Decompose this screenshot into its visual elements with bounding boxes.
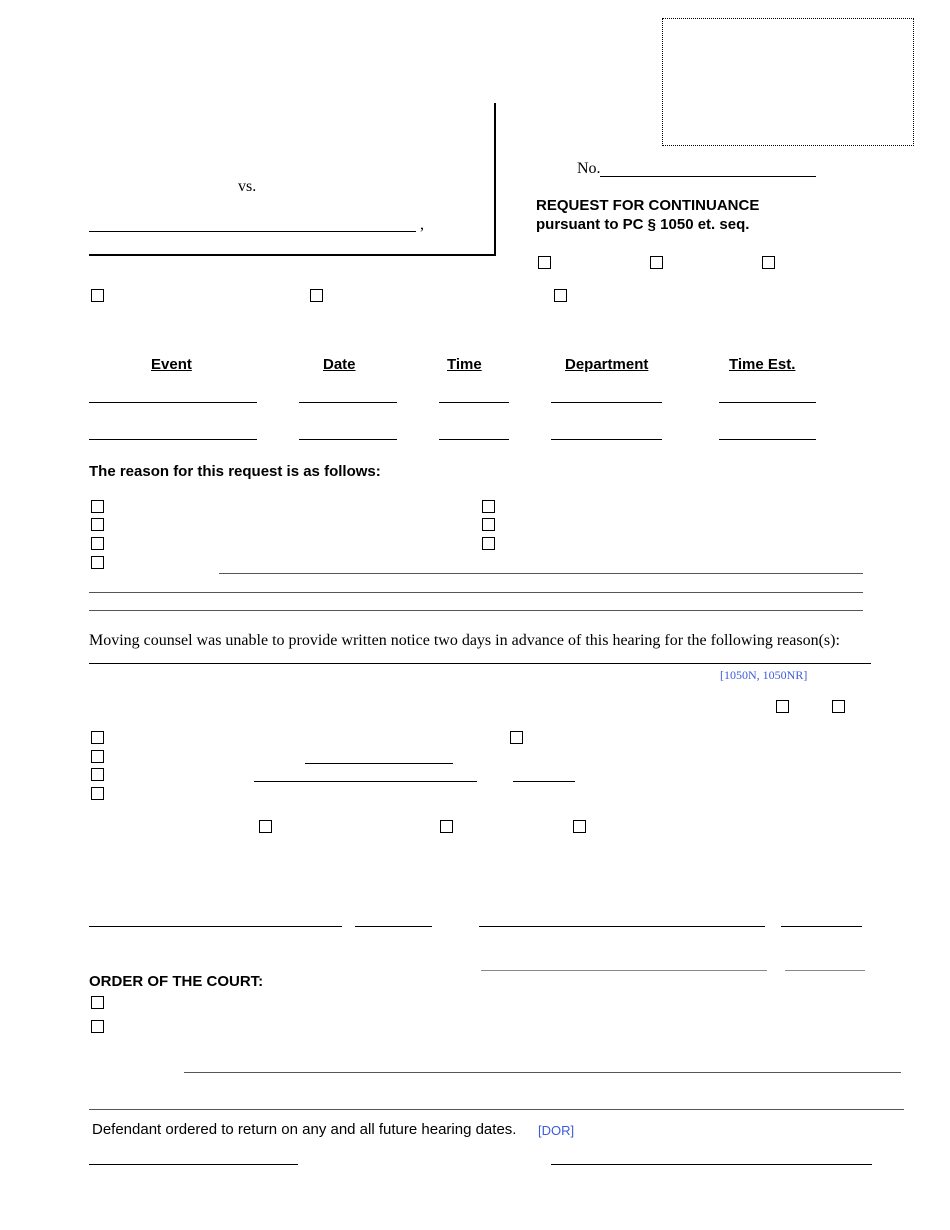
case-number-label: No. (577, 160, 601, 177)
notice-reason-checkbox-2[interactable] (91, 750, 104, 763)
opposing-date-line[interactable] (781, 926, 862, 927)
notice-option-checkbox-2[interactable] (440, 820, 453, 833)
moving-party-checkbox-2[interactable] (310, 289, 323, 302)
return-order-code: [DOR] (538, 1123, 575, 1138)
header-event: Event (151, 356, 192, 373)
moving-party-checkbox-1[interactable] (91, 289, 104, 302)
case-number-line[interactable] (600, 176, 816, 177)
event-field-1[interactable] (89, 402, 257, 403)
header-department: Department (565, 356, 649, 373)
header-time: Time (447, 356, 482, 373)
reason-checkbox-4[interactable] (91, 556, 104, 569)
date-field-2[interactable] (299, 439, 397, 440)
order-text-line-2[interactable] (89, 1109, 904, 1110)
notice-reason-checkbox-4[interactable] (91, 787, 104, 800)
counsel-date-line[interactable] (355, 926, 432, 927)
notice-reason-checkbox-1[interactable] (91, 731, 104, 744)
opposing-signature-line[interactable] (479, 926, 765, 927)
form-title: REQUEST FOR CONTINUANCE (536, 197, 760, 214)
notice-field-2[interactable] (254, 781, 477, 782)
order-checkbox-2[interactable] (91, 1020, 104, 1033)
counsel-signature-line[interactable] (89, 926, 342, 927)
notice-code: [1050N, 1050NR] (720, 668, 808, 682)
notice-field-1[interactable] (305, 763, 453, 764)
date-field-1[interactable] (299, 402, 397, 403)
department-field-2[interactable] (551, 439, 662, 440)
caption-bottom-divider (89, 254, 495, 256)
party-checkbox-2[interactable] (650, 256, 663, 269)
header-time-est: Time Est. (729, 356, 796, 373)
event-field-2[interactable] (89, 439, 257, 440)
department-field-1[interactable] (551, 402, 662, 403)
notice-statement: Moving counsel was unable to provide written notice two days in advance of this hearing for the following reason(s): (89, 632, 840, 649)
time-est-field-1[interactable] (719, 402, 816, 403)
notice-checkbox-a[interactable] (776, 700, 789, 713)
return-order-text: Defendant ordered to return on any and all future hearing dates. (92, 1121, 517, 1138)
reason-checkbox-6[interactable] (482, 518, 495, 531)
defendant-name-line[interactable] (89, 231, 416, 232)
reason-checkbox-3[interactable] (91, 537, 104, 550)
reason-checkbox-5[interactable] (482, 500, 495, 513)
time-est-field-2[interactable] (719, 439, 816, 440)
judge-signature-line[interactable] (551, 1164, 872, 1165)
order-checkbox-1[interactable] (91, 996, 104, 1009)
party-checkbox-1[interactable] (538, 256, 551, 269)
reason-checkbox-2[interactable] (91, 518, 104, 531)
notice-option-checkbox-3[interactable] (573, 820, 586, 833)
order-heading: ORDER OF THE COURT: (89, 973, 264, 990)
reason-text-line-1[interactable] (89, 592, 863, 593)
vs-label: vs. (238, 178, 257, 195)
notice-reason-checkbox-5[interactable] (510, 731, 523, 744)
caption-comma: , (420, 216, 424, 233)
notice-checkbox-b[interactable] (832, 700, 845, 713)
party-checkbox-3[interactable] (762, 256, 775, 269)
clerk-stamp-box (662, 18, 914, 146)
order-text-line-1[interactable] (184, 1072, 901, 1073)
header-date: Date (323, 356, 356, 373)
reason-checkbox-1[interactable] (91, 500, 104, 513)
opposing-signature-line-2[interactable] (481, 970, 767, 971)
reason-checkbox-7[interactable] (482, 537, 495, 550)
reason-heading: The reason for this request is as follows: (89, 463, 381, 480)
notice-reason-checkbox-3[interactable] (91, 768, 104, 781)
notice-field-3[interactable] (513, 781, 575, 782)
caption-vertical-divider (494, 103, 496, 256)
opposing-date-line-2[interactable] (785, 970, 865, 971)
moving-party-checkbox-3[interactable] (554, 289, 567, 302)
time-field-2[interactable] (439, 439, 509, 440)
reason-other-line[interactable] (219, 573, 863, 574)
notice-option-checkbox-1[interactable] (259, 820, 272, 833)
judge-date-line[interactable] (89, 1164, 298, 1165)
notice-reason-line[interactable] (89, 663, 871, 664)
reason-text-line-2[interactable] (89, 610, 863, 611)
form-subtitle: pursuant to PC § 1050 et. seq. (536, 216, 750, 233)
time-field-1[interactable] (439, 402, 509, 403)
